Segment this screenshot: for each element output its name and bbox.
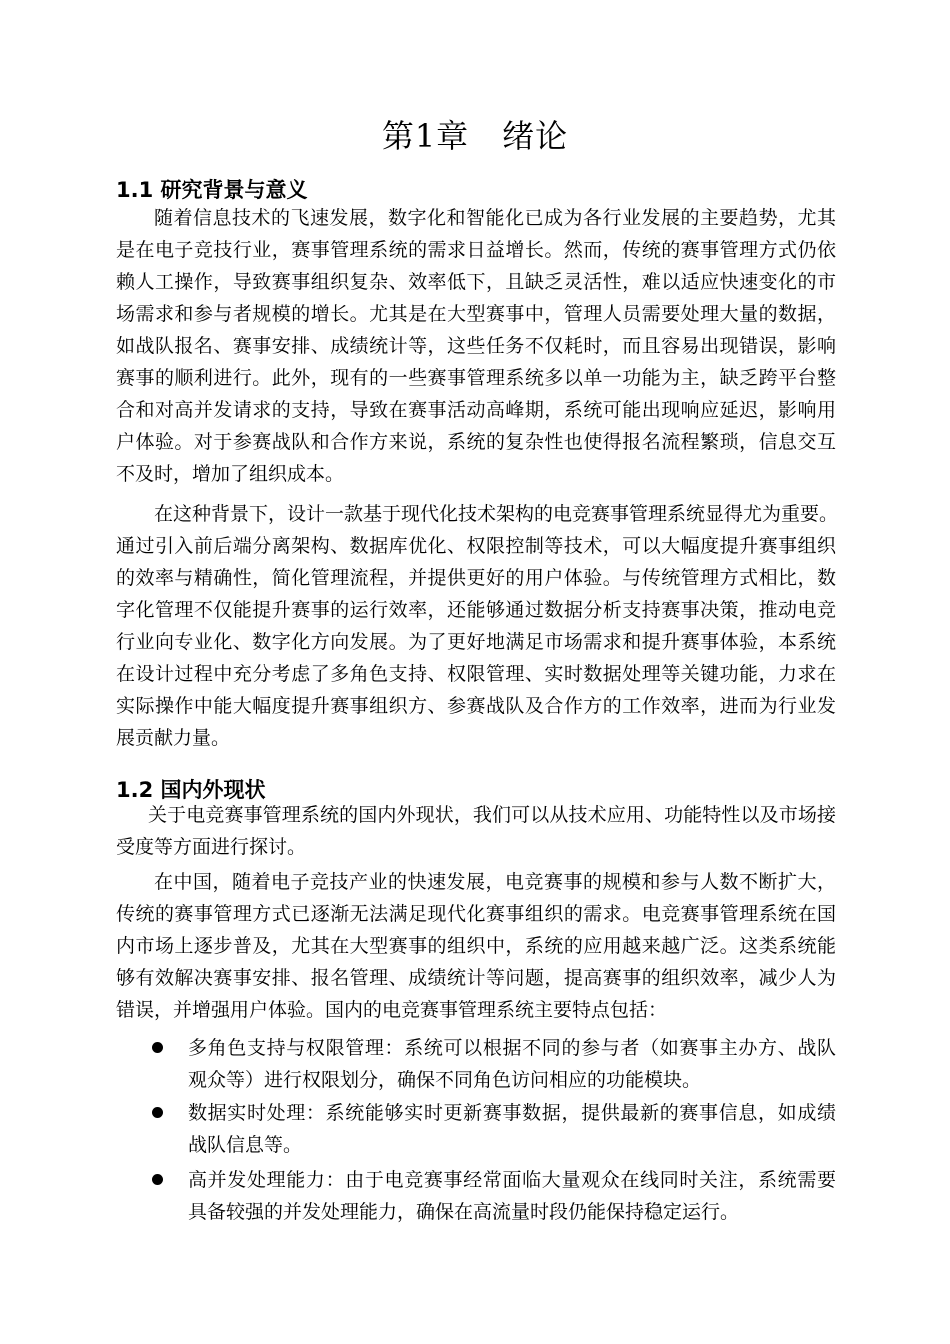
line-text: 随着信息技术的飞速发展，数字化和智能化已成为各行业发展的主要趋势，尤其 bbox=[154, 207, 836, 229]
line-text: 不及时，增加了组织成本。 bbox=[116, 463, 345, 485]
line-text: 通过引入前后端分离架构、数据库优化、权限控制等技术，可以大幅度提升赛事组织 bbox=[116, 535, 836, 557]
text-line bbox=[116, 298, 836, 330]
text-line bbox=[116, 202, 836, 234]
line-text: 展贡献力量。 bbox=[116, 727, 231, 749]
line-text: 在这种背景下，设计一款基于现代化技术架构的电竞赛事管理系统显得尤为重要。 bbox=[154, 503, 839, 525]
text-line bbox=[116, 498, 839, 530]
text-line bbox=[116, 658, 836, 690]
text-line bbox=[116, 626, 836, 658]
text-line bbox=[116, 1064, 836, 1096]
line-text: 数据实时处理：系统能够实时更新赛事数据，提供最新的赛事信息，如成绩 bbox=[188, 1102, 836, 1124]
text-line bbox=[116, 690, 836, 722]
text-line bbox=[116, 1032, 836, 1064]
line-text: 场需求和参与者规模的增长。尤其是在大型赛事中，管理人员需要处理大量的数据， bbox=[116, 303, 836, 325]
text-line bbox=[116, 994, 836, 1026]
text-line bbox=[116, 799, 836, 831]
text-line bbox=[116, 234, 836, 266]
text-line bbox=[116, 898, 836, 930]
section-heading-1-2: 1.2 国内外现状 bbox=[116, 778, 266, 802]
text-line bbox=[116, 1097, 836, 1129]
text-line bbox=[116, 362, 836, 394]
text-line bbox=[116, 1129, 836, 1161]
line-text: 的效率与精确性，简化管理流程，并提供更好的用户体验。与传统管理方式相比，数 bbox=[116, 567, 836, 589]
text-line bbox=[116, 1196, 836, 1228]
text-line bbox=[116, 426, 836, 458]
line-text: 错误，并增强用户体验。国内的电竞赛事管理系统主要特点包括： bbox=[116, 999, 668, 1021]
line-text: 户体验。对于参赛战队和合作方来说，系统的复杂性也使得报名流程繁琐，信息交互 bbox=[116, 431, 836, 453]
line-text: 内市场上逐步普及，尤其在大型赛事的组织中，系统的应用越来越广泛。这类系统能 bbox=[116, 935, 836, 957]
line-text: 多角色支持与权限管理：系统可以根据不同的参与者（如赛事主办方、战队 bbox=[188, 1037, 836, 1059]
text-line bbox=[116, 930, 836, 962]
line-text: 赛事的顺利进行。此外，现有的一些赛事管理系统多以单一功能为主，缺乏跨平台整 bbox=[116, 367, 836, 389]
line-text: 在设计过程中充分考虑了多角色支持、权限管理、实时数据处理等关键功能，力求在 bbox=[116, 663, 836, 685]
paragraph bbox=[116, 498, 839, 754]
line-text: 具备较强的并发处理能力，确保在高流量时段仍能保持稳定运行。 bbox=[188, 1201, 740, 1223]
line-text: 是在电子竞技行业，赛事管理系统的需求日益增长。然而，传统的赛事管理方式仍依 bbox=[116, 239, 836, 261]
line-text: 行业向专业化、数字化方向发展。为了更好地满足市场需求和提升赛事体验，本系统 bbox=[116, 631, 836, 653]
chapter-title: 第1章 绪论 bbox=[381, 117, 569, 155]
line-text: 关于电竞赛事管理系统的国内外现状，我们可以从技术应用、功能特性以及市场接 bbox=[148, 804, 836, 826]
text-line bbox=[116, 866, 836, 898]
bullet-item bbox=[116, 1097, 836, 1161]
text-line bbox=[116, 458, 836, 490]
bullet-dot-icon bbox=[152, 1107, 163, 1118]
line-text: 赖人工操作，导致赛事组织复杂、效率低下，且缺乏灵活性，难以适应快速变化的市 bbox=[116, 271, 836, 293]
text-line bbox=[116, 562, 836, 594]
line-text: 够有效解决赛事安排、报名管理、成绩统计等问题，提高赛事的组织效率，减少人为 bbox=[116, 967, 836, 989]
text-line bbox=[116, 831, 836, 863]
bullet-dot-icon bbox=[152, 1174, 163, 1185]
line-text: 字化管理不仅能提升赛事的运行效率，还能够通过数据分析支持赛事决策，推动电竞 bbox=[116, 599, 836, 621]
line-text: 实际操作中能大幅度提升赛事组织方、参赛战队及合作方的工作效率，进而为行业发 bbox=[116, 695, 836, 717]
text-line bbox=[116, 330, 836, 362]
line-text: 合和对高并发请求的支持，导致在赛事活动高峰期，系统可能出现响应延迟，影响用 bbox=[116, 399, 836, 421]
line-text: 战队信息等。 bbox=[188, 1134, 303, 1156]
line-text: 观众等）进行权限划分，确保不同角色访问相应的功能模块。 bbox=[188, 1069, 702, 1091]
line-text: 传统的赛事管理方式已逐渐无法满足现代化赛事组织的需求。电竞赛事管理系统在国 bbox=[116, 903, 836, 925]
line-text: 受度等方面进行探讨。 bbox=[116, 836, 307, 858]
text-line bbox=[116, 266, 836, 298]
paragraph bbox=[116, 866, 836, 1026]
paragraph bbox=[116, 202, 836, 490]
bullet-item bbox=[116, 1164, 836, 1228]
text-line bbox=[116, 394, 836, 426]
bullet-item bbox=[116, 1032, 836, 1096]
text-line bbox=[116, 1164, 836, 1196]
section-heading-1-1: 1.1 研究背景与意义 bbox=[116, 178, 308, 202]
line-text: 如战队报名、赛事安排、成绩统计等，这些任务不仅耗时，而且容易出现错误，影响 bbox=[116, 335, 836, 357]
text-line bbox=[116, 962, 836, 994]
text-line bbox=[116, 530, 836, 562]
bullet-dot-icon bbox=[152, 1042, 163, 1053]
text-line bbox=[116, 722, 836, 754]
paragraph bbox=[116, 799, 836, 863]
line-text: 高并发处理能力：由于电竞赛事经常面临大量观众在线同时关注，系统需要 bbox=[188, 1169, 836, 1191]
line-text: 在中国，随着电子竞技产业的快速发展，电竞赛事的规模和参与人数不断扩大， bbox=[154, 871, 836, 893]
text-line bbox=[116, 594, 836, 626]
